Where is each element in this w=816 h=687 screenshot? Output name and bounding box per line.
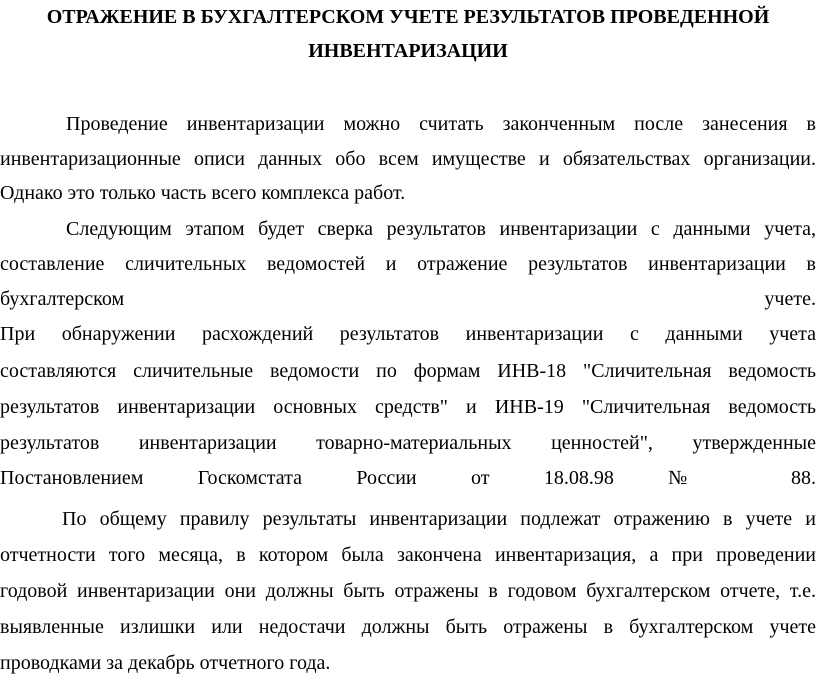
paragraph-3-line-3: результатов инвентаризации основных средств" и ИНВ-19 "Сличительная ведомость: [0, 396, 816, 418]
paragraph-2-line-1: Следующим этапом будет сверка результатов инвентаризации с данными учета,: [66, 218, 816, 240]
paragraph-2-line-3: бухгалтерском учете.: [0, 288, 816, 310]
paragraph-3-line-4: результатов инвентаризации товарно-материальных ценностей", утвержденные: [0, 432, 816, 454]
paragraph-1-line-3: Однако это только часть всего комплекса работ.: [0, 182, 406, 204]
paragraph-1-line-1: Проведение инвентаризации можно считать законченным после занесения в: [66, 113, 816, 135]
document-title-line-1: ОТРАЖЕНИЕ В БУХГАЛТЕРСКОМ УЧЕТЕ РЕЗУЛЬТАТОВ ПРОВЕДЕННОЙ: [46, 6, 770, 28]
document-title-line-2: ИНВЕНТАРИЗАЦИИ: [308, 40, 508, 62]
paragraph-4-line-3: годовой инвентаризации они должны быть отражены в годовом бухгалтерском отчете, т.е.: [0, 580, 816, 602]
paragraph-4-line-5: проводками за декабрь отчетного года.: [0, 652, 331, 674]
paragraph-3-line-2: составляются сличительные ведомости по формам ИНВ-18 "Сличительная ведомость: [0, 360, 816, 382]
paragraph-4-line-4: выявленные излишки или недостачи должны быть отражены в бухгалтерском учете: [0, 616, 816, 638]
paragraph-3-line-5: Постановлением Госкомстата России от 18.08.98 № 88.: [0, 467, 816, 489]
paragraph-2-line-2: составление сличительных ведомостей и отражение результатов инвентаризации в: [0, 253, 816, 275]
paragraph-1-line-2: инвентаризационные описи данных обо всем имуществе и обязательствах организации.: [0, 148, 816, 170]
paragraph-4-line-2: отчетности того месяца, в котором была закончена инвентаризация, а при проведении: [0, 544, 816, 566]
paragraph-3-line-1: При обнаружении расхождений результатов инвентаризации с данными учета: [0, 323, 816, 345]
paragraph-4-line-1: По общему правилу результаты инвентаризации подлежат отражению в учете и: [62, 508, 816, 530]
